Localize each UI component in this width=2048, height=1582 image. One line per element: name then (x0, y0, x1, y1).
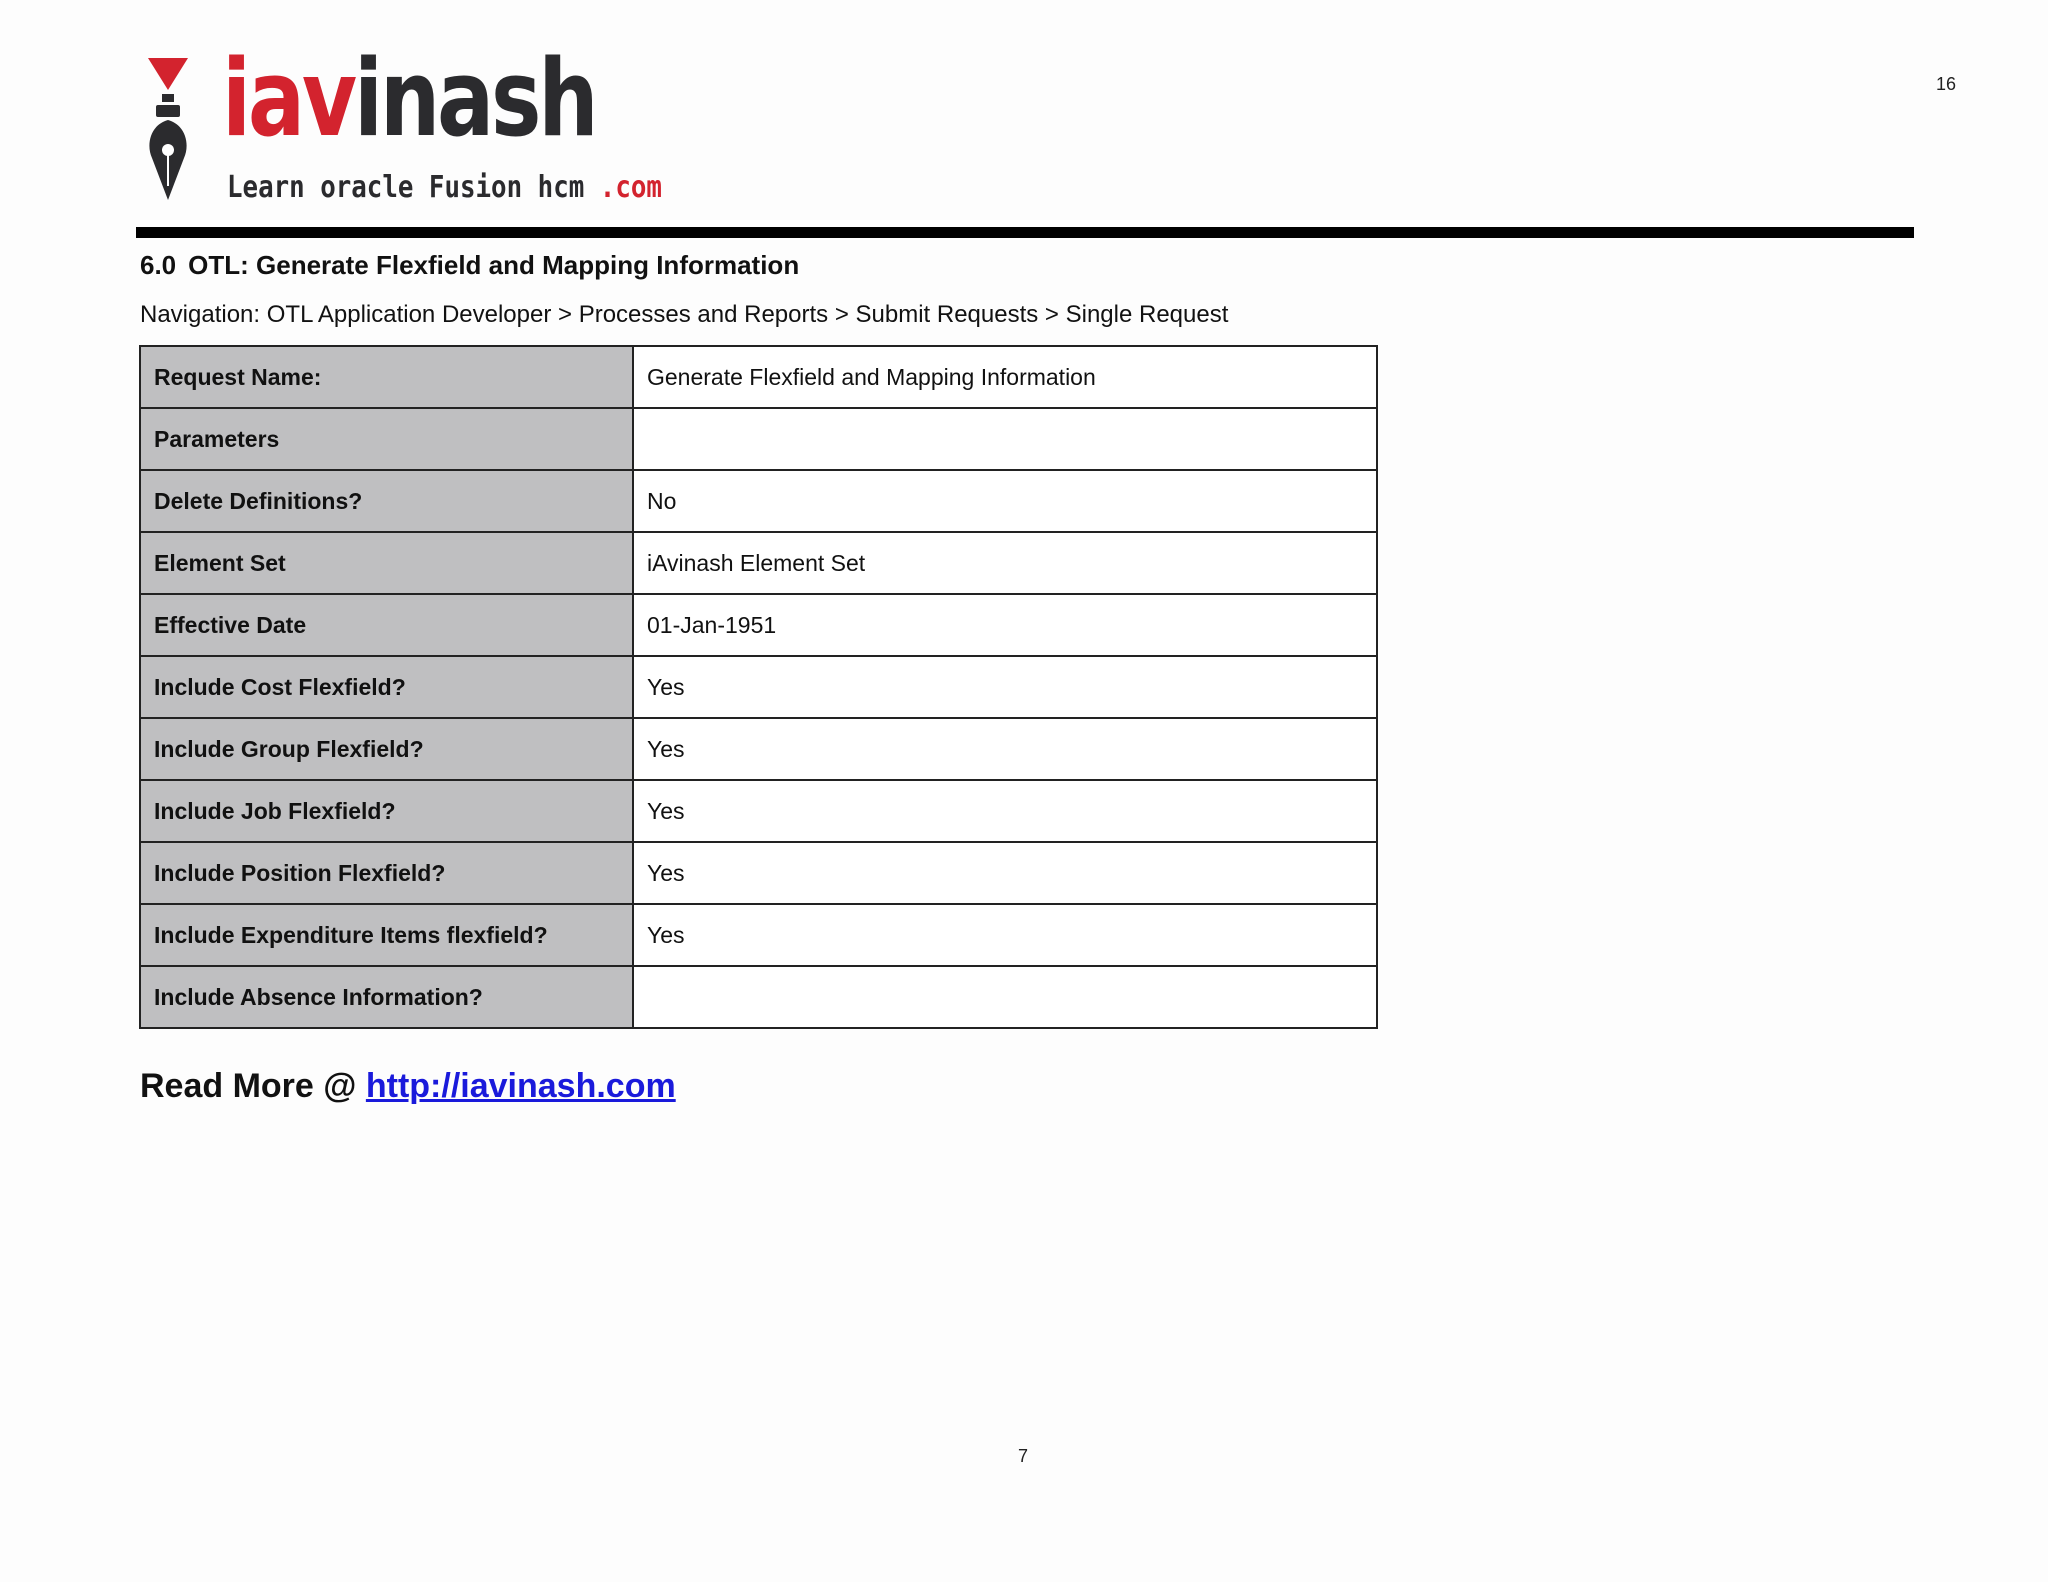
row-label: Include Cost Flexfield? (140, 656, 633, 718)
read-more-prefix: Read More @ (140, 1067, 366, 1105)
row-value (633, 966, 1377, 1028)
read-more-line (140, 1067, 676, 1106)
row-value: iAvinash Element Set (633, 532, 1377, 594)
table-row (140, 904, 1377, 966)
table-row (140, 532, 1377, 594)
row-value: Yes (633, 718, 1377, 780)
row-label: Include Group Flexfield? (140, 718, 633, 780)
table-row (140, 470, 1377, 532)
row-label: Include Job Flexfield? (140, 780, 633, 842)
navigation-path: Navigation: OTL Application Developer > Processes and Reports > Submit Requests > Single Request (140, 301, 1229, 328)
row-label: Parameters (140, 408, 633, 470)
row-value: 01-Jan-1951 (633, 594, 1377, 656)
section-title: OTL: Generate Flexfield and Mapping Information (188, 250, 800, 280)
logo-tagline: Learn oracle Fusion hcm .com (227, 170, 662, 205)
row-label: Element Set (140, 532, 633, 594)
page-corner-number: 16 (1935, 74, 1956, 94)
table-row (140, 594, 1377, 656)
parameters-table (139, 345, 1378, 1029)
row-value: Yes (633, 656, 1377, 718)
brand-logo (140, 37, 662, 215)
table-row (140, 656, 1377, 718)
table-row (140, 842, 1377, 904)
row-label: Request Name: (140, 346, 633, 408)
section-heading (140, 250, 799, 281)
table-row (140, 966, 1377, 1028)
table-row (140, 718, 1377, 780)
row-value: Yes (633, 904, 1377, 966)
row-label: Effective Date (140, 594, 633, 656)
table-row (140, 346, 1377, 408)
logo-brand-word: iavinash (222, 37, 596, 160)
header-divider (136, 227, 1914, 238)
row-value: No (633, 470, 1377, 532)
table-row (140, 780, 1377, 842)
footer-page-number: 7 (1018, 1446, 1029, 1466)
row-value (633, 408, 1377, 470)
row-label: Delete Definitions? (140, 470, 633, 532)
table-row (140, 408, 1377, 470)
row-value: Yes (633, 842, 1377, 904)
read-more-link[interactable]: http://iavinash.com (365, 1067, 676, 1105)
row-value: Generate Flexfield and Mapping Information (633, 346, 1377, 408)
section-number: 6.0 (140, 250, 177, 280)
row-value: Yes (633, 780, 1377, 842)
row-label: Include Absence Information? (140, 966, 633, 1028)
row-label: Include Expenditure Items flexfield? (140, 904, 633, 966)
row-label: Include Position Flexfield? (140, 842, 633, 904)
